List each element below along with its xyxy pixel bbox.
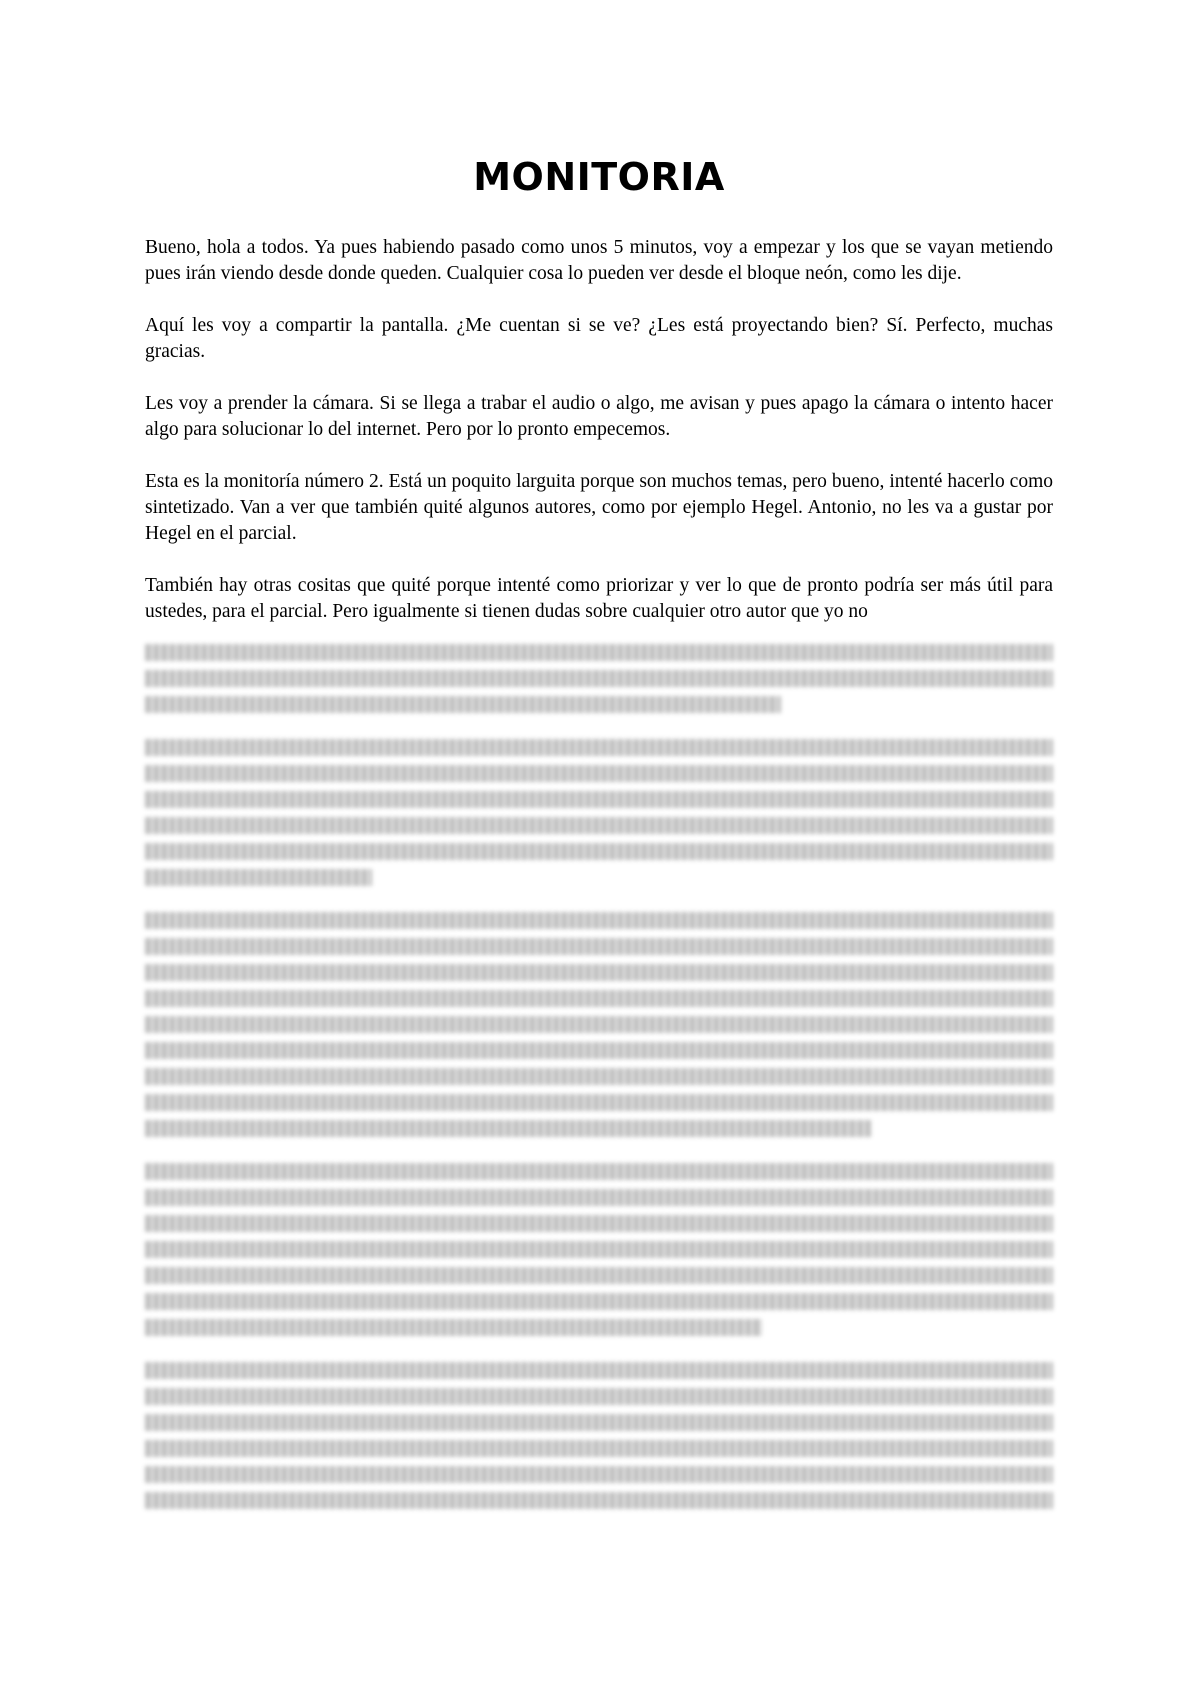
blurred-text-line: [145, 1362, 1053, 1379]
blurred-text-line: [145, 1094, 1053, 1111]
blurred-text-region: [145, 644, 1053, 1535]
blurred-text-line: [145, 1120, 871, 1137]
blurred-text-line: [145, 990, 1053, 1007]
blurred-text-line: [145, 817, 1053, 834]
document-title: MONITORIA: [473, 155, 725, 199]
blurred-text-line: [145, 843, 1053, 860]
blurred-text-line: [145, 964, 1053, 981]
blurred-text-line: [145, 765, 1053, 782]
blurred-text-line: [145, 1042, 1053, 1059]
blurred-text-line: [145, 1293, 1053, 1310]
blurred-text-line: [145, 912, 1053, 929]
blurred-text-line: [145, 1440, 1053, 1457]
paragraph: Bueno, hola a todos. Ya pues habiendo pasado como unos 5 minutos, voy a empezar y los que se vayan metiendo pues irán viendo desde donde queden. Cualquier cosa lo pueden ver desde el bloque neón, como les dije.: [145, 237, 1053, 284]
paragraph: Les voy a prender la cámara. Si se llega a trabar el audio o algo, me avisan y pues apago la cámara o intento hacer algo para solucionar lo del internet. Pero por lo pronto empecemos.: [145, 393, 1053, 440]
blurred-text-line: [145, 1388, 1053, 1405]
blurred-text-line: [145, 670, 1053, 687]
blurred-paragraph: [145, 739, 1053, 886]
blurred-text-line: [145, 1241, 1053, 1258]
blurred-text-line: [145, 739, 1053, 756]
blurred-text-line: [145, 1215, 1053, 1232]
blurred-text-line: [145, 791, 1053, 808]
blurred-text-line: [145, 696, 781, 713]
blurred-paragraph: [145, 644, 1053, 713]
blurred-text-line: [145, 1466, 1053, 1483]
blurred-paragraph: [145, 912, 1053, 1137]
document-body: [145, 235, 1053, 651]
paragraph: Esta es la monitoría número 2. Está un poquito larguita porque son muchos temas, pero bueno, intenté hacerlo como sintetizado. Van a ver que también quité algunos autores, como por ejemplo Hegel. Antonio, no les va a gustar por Hegel en el parcial.: [145, 471, 1053, 544]
blurred-paragraph: [145, 1362, 1053, 1509]
blurred-text-line: [145, 1319, 762, 1336]
blurred-text-line: [145, 1267, 1053, 1284]
blurred-text-line: [145, 1189, 1053, 1206]
blurred-text-line: [145, 1016, 1053, 1033]
paragraph: También hay otras cositas que quité porque intenté como priorizar y ver lo que de pronto podría ser más útil para ustedes, para el parcial. Pero igualmente si tienen dudas sobre cualquier otro autor que yo no: [145, 575, 1053, 622]
blurred-text-line: [145, 644, 1053, 661]
blurred-text-line: [145, 1492, 1053, 1509]
blurred-text-line: [145, 869, 372, 886]
blurred-text-line: [145, 938, 1053, 955]
paragraph: Aquí les voy a compartir la pantalla. ¿Me cuentan si se ve? ¿Les está proyectando bien? Sí. Perfecto, muchas gracias.: [145, 315, 1053, 362]
blurred-paragraph: [145, 1163, 1053, 1336]
blurred-text-line: [145, 1068, 1053, 1085]
blurred-text-line: [145, 1414, 1053, 1431]
blurred-text-line: [145, 1163, 1053, 1180]
